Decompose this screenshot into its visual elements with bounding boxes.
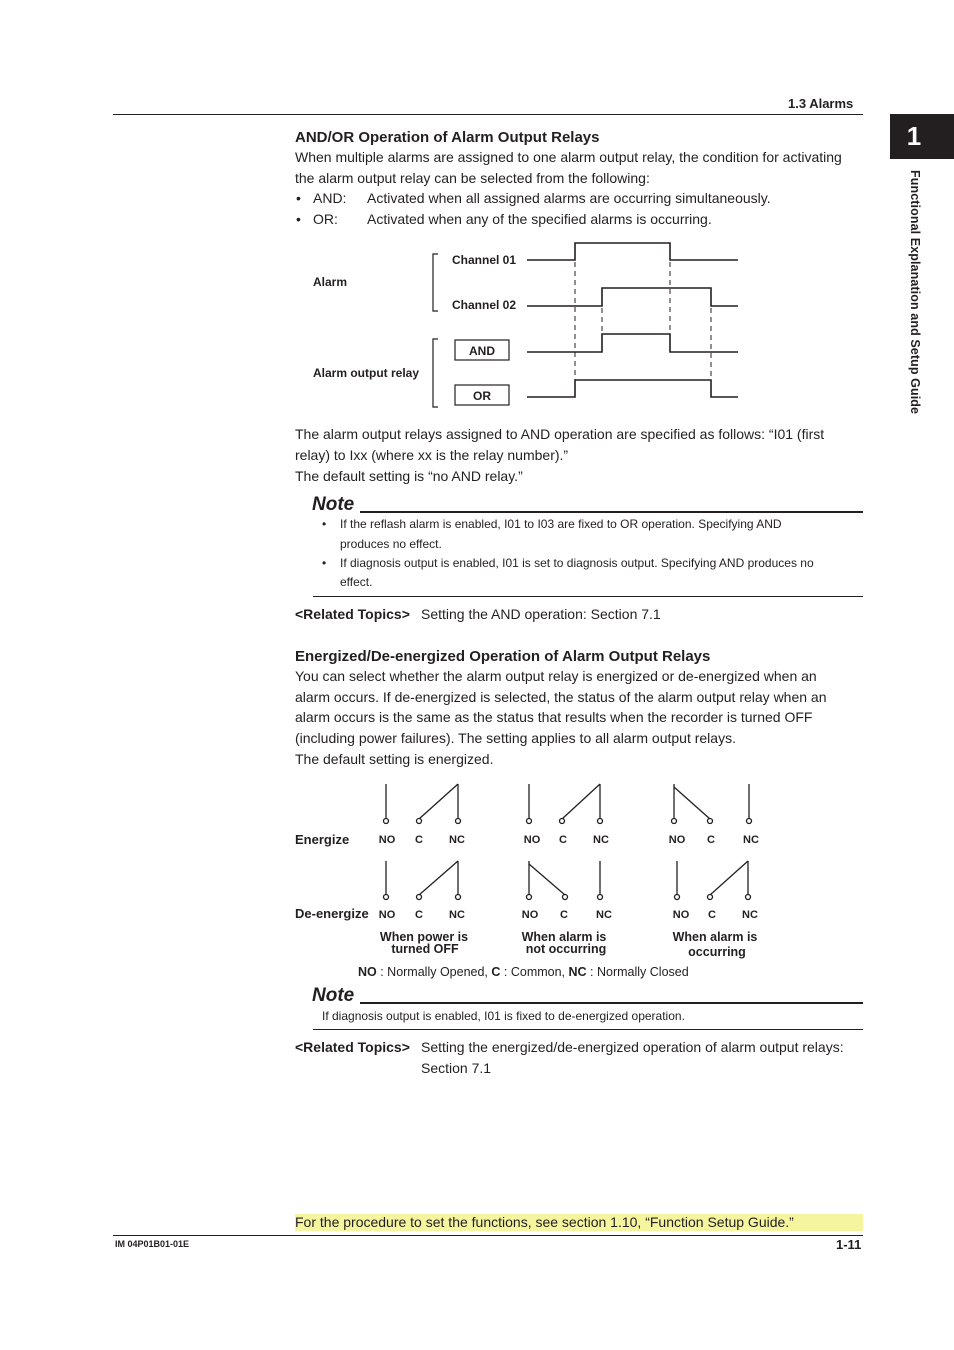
bullet-description: Activated when all assigned alarms are occurring simultaneously.: [367, 190, 771, 206]
footer-divider: [113, 1235, 863, 1236]
legend-c: C: [491, 965, 501, 979]
page-number: 1-11: [836, 1237, 862, 1252]
alarm-label: Alarm: [313, 275, 348, 289]
section-heading-energized: Energized/De-energized Operation of Alarm Output Relays: [295, 648, 711, 665]
terminal-c-label: C: [708, 909, 716, 921]
bullet-mark: •: [296, 211, 301, 227]
terminal-c-label: C: [415, 909, 423, 921]
and-box-label: AND: [469, 344, 495, 358]
terminal-nc-label: NC: [449, 909, 465, 921]
related-topics-link[interactable]: Setting the AND operation: Section 7.1: [421, 606, 661, 622]
bullet-description: Activated when any of the specified alarms is occurring.: [367, 211, 712, 227]
legend-nc-text: : Normally Closed: [586, 965, 689, 979]
note-bullet-mark: •: [322, 556, 327, 570]
procedure-highlight: For the procedure to set the functions, see section 1.10, “Function Setup Guide.”: [295, 1214, 863, 1231]
related-topics-label: <Related Topics>: [295, 606, 410, 622]
section2-line-2: alarm occurs. If de-energized is selected, the status of the alarm output relay when an: [295, 689, 827, 705]
intro-line-1: When multiple alarms are assigned to one alarm output relay, the condition for activating: [295, 149, 842, 165]
header-section-title: 1.3 Alarms: [788, 96, 854, 111]
alarm-output-relay-label: Alarm output relay: [313, 366, 420, 380]
column-caption-occurring-line-1: When alarm is: [672, 930, 758, 944]
legend-c-text: : Common,: [500, 965, 569, 979]
terminal-nc-label: NC: [596, 909, 612, 921]
terminal-no-label: NO: [668, 834, 686, 846]
note-title: Note: [312, 494, 355, 515]
note-bottom-rule: [313, 1029, 863, 1030]
terminal-c-label: C: [415, 834, 423, 846]
column-caption-power-off-line-2: turned OFF: [391, 942, 459, 956]
bullet-mark: •: [296, 190, 301, 206]
de-energize-label: De-energize: [295, 906, 369, 921]
terminal-nc-label: NC: [742, 909, 758, 921]
chapter-side-title: Functional Explanation and Setup Guide: [908, 170, 922, 415]
terminal-c-label: C: [559, 834, 567, 846]
intro-line-2: the alarm output relay can be selected from the following:: [295, 170, 650, 186]
section2-line-5: The default setting is energized.: [295, 751, 494, 767]
terminal-legend: [358, 965, 689, 979]
body-line-3: The default setting is “no AND relay.”: [295, 468, 523, 484]
bullet-term: OR:: [313, 211, 338, 227]
terminal-c-label: C: [707, 834, 715, 846]
note-top-rule: [360, 1002, 863, 1004]
legend-nc: NC: [568, 965, 587, 979]
terminal-c-label: C: [560, 909, 568, 921]
legend-no: NO: [358, 965, 377, 979]
section-heading-and-or: AND/OR Operation of Alarm Output Relays: [295, 129, 600, 146]
column-caption-not-occurring-line-2: not occurring: [525, 942, 607, 956]
terminal-nc-label: NC: [449, 834, 465, 846]
related-topics-link-line-1[interactable]: Setting the energized/de-energized operation of alarm output relays:: [421, 1039, 844, 1055]
section2-line-4: (including power failures). The setting applies to all alarm output relays.: [295, 730, 736, 746]
energize-label: Energize: [295, 832, 350, 847]
note-bullet-mark: •: [322, 517, 327, 531]
terminal-no-label: NO: [378, 909, 396, 921]
terminal-nc-label: NC: [593, 834, 609, 846]
section2-line-3: alarm occurs is the same as the status that results when the recorder is turned OFF: [295, 709, 813, 725]
related-topics-label: <Related Topics>: [295, 1039, 410, 1055]
terminal-no-label: NO: [672, 909, 690, 921]
note-item-2-line-1: If diagnosis output is enabled, I01 is set to diagnosis output. Specifying AND produces no: [340, 556, 814, 570]
column-caption-not-occurring-line-1: When alarm is: [521, 930, 607, 944]
note-item-2-line-2: effect.: [340, 575, 373, 589]
related-topics-2: [295, 1037, 863, 1079]
note-title: Note: [312, 985, 355, 1006]
note-text: If diagnosis output is enabled, I01 is fixed to de-energized operation.: [322, 1009, 685, 1023]
chapter-number: 1: [906, 121, 922, 151]
terminal-no-label: NO: [523, 834, 541, 846]
note-item-1-line-1: If the reflash alarm is enabled, I01 to I03 are fixed to OR operation. Specifying AND: [340, 517, 782, 531]
terminal-nc-label: NC: [743, 834, 759, 846]
bullet-term: AND:: [313, 190, 347, 206]
column-caption-power-off-line-1: When power is: [379, 930, 469, 944]
note-item-1-line-2: produces no effect.: [340, 537, 442, 551]
document-id: IM 04P01B01-01E: [115, 1239, 190, 1249]
section2-line-1: You can select whether the alarm output relay is energized or de-energized when an: [295, 668, 817, 684]
body-line-1: The alarm output relays assigned to AND operation are specified as follows: “I01 (first: [295, 426, 825, 442]
channel-01-label: Channel 01: [452, 253, 517, 267]
channel-02-label: Channel 02: [452, 298, 517, 312]
terminal-no-label: NO: [521, 909, 539, 921]
legend-no-text: : Normally Opened,: [376, 965, 492, 979]
column-caption-occurring-line-2: occurring: [688, 945, 746, 959]
related-topics-link-line-2[interactable]: Section 7.1: [421, 1060, 492, 1076]
terminal-no-label: NO: [378, 834, 396, 846]
or-box-label: OR: [473, 389, 491, 403]
body-line-2: relay) to Ixx (where xx is the relay number).”: [295, 447, 569, 463]
